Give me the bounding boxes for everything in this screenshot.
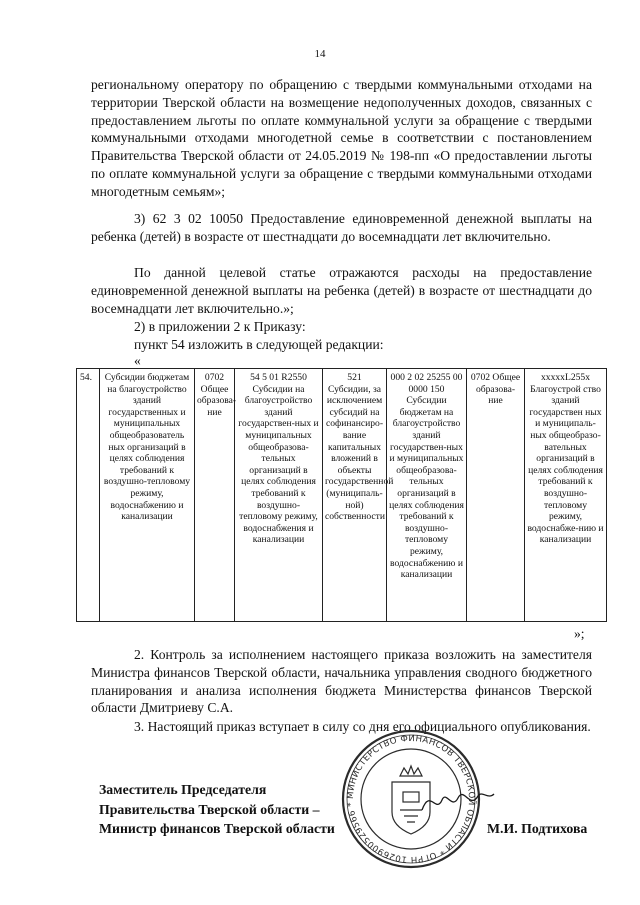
paragraph-text: По данной целевой статье отражаются расходы на предоставление единовременной денежной выплаты на ребенка (детей) в возрасте от шестнадцати до восемнадцати лет включительно.»;	[91, 265, 592, 316]
table-cell-local-code: xxxxxL255x Благоустрой ство зданий государствен ных и муниципаль-ных общеобразо-вательных организаций в целях соблюдения требований к воздушно-тепловому режиму, водоснабже-нию и канализации	[525, 369, 607, 622]
paragraph-text: 2. Контроль за исполнением настоящего приказа возложить на заместителя Министра финансов Тверской области, начальника управления сводного бюджетного планирования и анализа исполнения бюджета Министерства финансов Тверской области Дмитриеву С.А.	[91, 647, 592, 716]
quote-close: »;	[574, 626, 585, 641]
signer-title-line: Правительства Тверской области –	[99, 801, 320, 817]
table-cell-section: 0702 Общее образова-ние	[195, 369, 235, 622]
signer-title-line: Министр финансов Тверской области	[99, 821, 335, 837]
item-2-appendix: 2) в приложении 2 к Приказу:	[134, 319, 306, 334]
table-cell-subsidy-name: Субсидии бюджетам на благоустройство зданий государственных и муниципальных общеобразователь ных организаций в целях соблюдения требований к воздушно-тепловому режиму, водоснабжению и канализации	[100, 369, 195, 622]
paragraph-text: 3) 62 3 02 10050 Предоставление единовременной денежной выплаты на ребенка (детей) в возрасте от шестнадцати до восемнадцати лет включительно.	[91, 211, 592, 244]
table-cell-number: 54.	[77, 369, 100, 622]
paragraph-item-3	[91, 210, 592, 246]
handwritten-signature	[418, 780, 498, 820]
seal-text: МИНИСТЕРСТВО ФИНАНСОВ ТВЕРСКОЙ ОБЛАСТИ * ОГРН 1026900529566 *	[345, 733, 477, 865]
signer-title	[99, 780, 335, 839]
paragraph-control	[91, 646, 592, 717]
signer-name: М.И. Подтихова	[487, 821, 588, 836]
signer-title-line: Заместитель Председателя	[99, 782, 267, 797]
table-cell-target-article: 54 5 01 R2550 Субсидии на благоустройство зданий государствен-ных и муниципальных общеобразова-тельных организаций в целях соблюдения требований к воздушно-тепловому режиму, водоснабжения и канализации	[235, 369, 323, 622]
paragraph-text: 3. Настоящий приказ вступает в силу со дня его официального опубликования.	[134, 719, 591, 734]
paragraph-text: региональному оператору по обращению с твердыми коммунальными отходами на территории Тверской области на возмещение недополученных доходов, связанных с предоставлением льготы по оплате коммунальной услуги за обращение с твердыми коммунальными отходами многодетной семье в соответствии с постановлением Правительства Тверской области от 24.05.2019 № 198-пп «О предоставлении льготы по оплате коммунальной услуги за обращение с твердыми коммунальными отходами многодетным семьям»;	[91, 77, 592, 199]
amendment-table	[76, 368, 607, 622]
paragraph-target-article	[91, 264, 592, 317]
table-row	[77, 369, 607, 622]
paragraph-regional-operator	[91, 76, 592, 201]
table-cell-revenue-code: 000 2 02 25255 00 0000 150 Субсидии бюджетам на благоустройство зданий государствен-ных и муниципальных общеобразова-тельных организаций в целях соблюдения требований к воздушно-тепловому режиму, водоснабжению и канализации	[387, 369, 467, 622]
table-cell-expense-type: 521 Субсидии, за исключением субсидий на софинансиро-вание капитальных вложений в объекты государственной (муниципаль-ной) собственности	[323, 369, 387, 622]
item-54-instruction: пункт 54 изложить в следующей редакции:	[134, 337, 384, 352]
page-number: 14	[314, 48, 326, 60]
quote-open: «	[134, 353, 141, 368]
table-cell-section-recipient: 0702 Общее образова-ние	[467, 369, 525, 622]
